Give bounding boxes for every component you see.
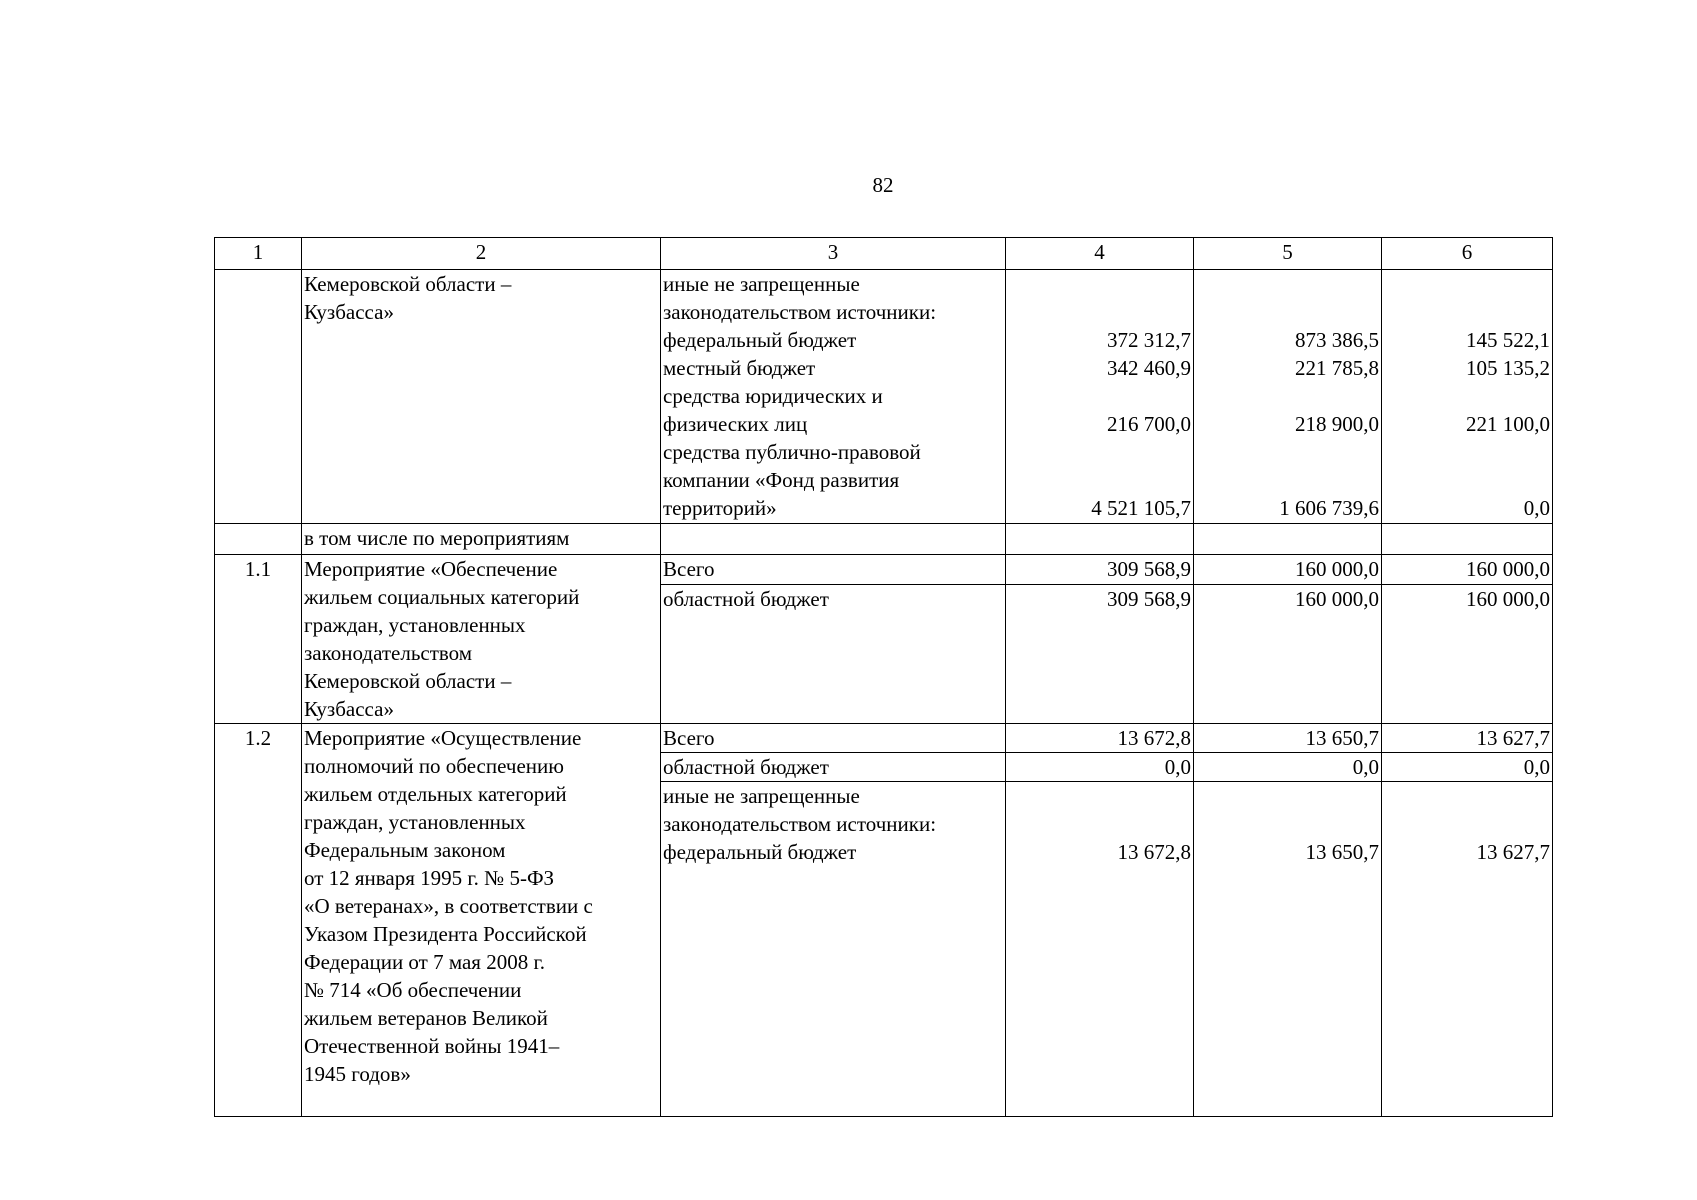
value-line: 13 672,8 — [1117, 840, 1191, 864]
continuation-number-cell — [215, 270, 302, 524]
column-number-6: 6 — [1382, 238, 1553, 270]
item-1-2-total-col5: 13 650,7 — [1194, 724, 1382, 753]
column-number-row — [215, 238, 1553, 270]
item-1-2-other-source-cell — [661, 782, 1006, 1117]
item-1-2-name-cell — [302, 724, 661, 1117]
value-line: 372 312,7 — [1107, 328, 1191, 352]
item-1-1-total-source: Всего — [661, 555, 1006, 585]
item-1-1-regional-col5: 160 000,0 — [1194, 585, 1382, 724]
source-line: физических лиц — [663, 412, 808, 436]
item-1-2-other-col6 — [1382, 782, 1553, 1117]
source-line: компании «Фонд развития — [663, 468, 900, 492]
column-number-5: 5 — [1194, 238, 1382, 270]
item-1-1-total-col4: 309 568,9 — [1006, 555, 1194, 585]
item-1-2-total-row — [215, 724, 1553, 753]
continuation-col5-cell — [1194, 270, 1382, 524]
value-line: 13 627,7 — [1476, 840, 1550, 864]
value-line — [1008, 782, 1191, 810]
item-1-2-total-col6: 13 627,7 — [1382, 724, 1553, 753]
value-line — [1008, 466, 1191, 494]
source-line: иные не запрещенные — [663, 784, 860, 808]
source-line: средства публично-правовой — [663, 440, 921, 464]
value-line — [1196, 438, 1379, 466]
name-line: Указом Президента Российской — [304, 922, 587, 946]
value-line — [1384, 810, 1550, 838]
budget-table — [214, 237, 1553, 1117]
continuation-col6-cell — [1382, 270, 1553, 524]
column-number-2: 2 — [302, 238, 661, 270]
name-line: Кемеровской области – — [304, 272, 512, 296]
value-line: 105 135,2 — [1466, 356, 1550, 380]
value-line — [1008, 810, 1191, 838]
value-line — [1008, 298, 1191, 326]
source-line: федеральный бюджет — [663, 328, 857, 352]
value-line — [1384, 782, 1550, 810]
item-1-1-total-row — [215, 555, 1553, 585]
item-1-2-other-col4 — [1006, 782, 1194, 1117]
column-number-4: 4 — [1006, 238, 1194, 270]
name-line: жильем ветеранов Великой — [304, 1006, 548, 1030]
including-row — [215, 524, 1553, 555]
item-1-1-number: 1.1 — [215, 555, 302, 724]
value-line: 221 785,8 — [1295, 356, 1379, 380]
name-line: Мероприятие «Осуществление — [304, 726, 582, 750]
name-line: граждан, установленных — [304, 613, 526, 637]
value-line — [1196, 810, 1379, 838]
item-1-2-number: 1.2 — [215, 724, 302, 1117]
name-line: законодательством — [304, 641, 473, 665]
name-line: Кузбасса» — [304, 300, 394, 324]
value-line: 218 900,0 — [1295, 412, 1379, 436]
value-line: 4 521 105,7 — [1091, 496, 1191, 520]
value-line: 221 100,0 — [1466, 412, 1550, 436]
page-number: 82 — [872, 173, 894, 197]
value-line — [1008, 382, 1191, 410]
name-line: 1945 годов» — [304, 1062, 411, 1086]
value-line: 0,0 — [1523, 496, 1550, 520]
value-line — [1196, 298, 1379, 326]
value-line — [1384, 438, 1550, 466]
item-1-2-regional-col6: 0,0 — [1382, 753, 1553, 782]
name-line: Кузбасса» — [304, 697, 394, 721]
including-label: в том числе по мероприятиям — [302, 524, 661, 555]
column-number-1: 1 — [215, 238, 302, 270]
including-number-cell — [215, 524, 302, 555]
item-1-1-total-col6: 160 000,0 — [1382, 555, 1553, 585]
value-line — [1384, 382, 1550, 410]
item-1-1-regional-col6: 160 000,0 — [1382, 585, 1553, 724]
value-line: 216 700,0 — [1107, 412, 1191, 436]
name-line: «О ветеранах», в соответствии с — [304, 894, 593, 918]
name-line: Отечественной войны 1941– — [304, 1034, 560, 1058]
source-line: средства юридических и — [663, 384, 883, 408]
continuation-col4-cell — [1006, 270, 1194, 524]
source-line: законодательством источники: — [663, 812, 937, 836]
item-1-2-regional-source: областной бюджет — [661, 753, 1006, 782]
name-line: полномочий по обеспечению — [304, 754, 564, 778]
name-line: граждан, установленных — [304, 810, 526, 834]
source-line: федеральный бюджет — [663, 840, 857, 864]
continuation-row — [215, 270, 1553, 524]
item-1-2-total-col4: 13 672,8 — [1006, 724, 1194, 753]
item-1-1-regional-source: областной бюджет — [661, 585, 1006, 724]
including-col4-cell — [1006, 524, 1194, 555]
name-line: Федерации от 7 мая 2008 г. — [304, 950, 545, 974]
name-line: Мероприятие «Обеспечение — [304, 557, 558, 581]
item-1-2-total-source: Всего — [661, 724, 1006, 753]
value-line: 145 522,1 — [1466, 328, 1550, 352]
including-col6-cell — [1382, 524, 1553, 555]
name-line: Кемеровской области – — [304, 669, 512, 693]
column-number-3: 3 — [661, 238, 1006, 270]
item-1-2-regional-col4: 0,0 — [1006, 753, 1194, 782]
value-line — [1008, 438, 1191, 466]
item-1-2-regional-col5: 0,0 — [1194, 753, 1382, 782]
value-line — [1196, 270, 1379, 298]
value-line — [1196, 782, 1379, 810]
item-1-1-name-cell — [302, 555, 661, 724]
value-line: 342 460,9 — [1107, 356, 1191, 380]
value-line — [1008, 270, 1191, 298]
name-line: № 714 «Об обеспечении — [304, 978, 522, 1002]
value-line — [1196, 382, 1379, 410]
item-1-2-other-col5 — [1194, 782, 1382, 1117]
source-line: территорий» — [663, 496, 777, 520]
value-line — [1384, 466, 1550, 494]
source-line: законодательством источники: — [663, 300, 937, 324]
value-line — [1384, 298, 1550, 326]
continuation-source-cell — [661, 270, 1006, 524]
name-line: Федеральным законом — [304, 838, 506, 862]
value-line: 1 606 739,6 — [1279, 496, 1379, 520]
item-1-1-total-col5: 160 000,0 — [1194, 555, 1382, 585]
name-line: жильем отдельных категорий — [304, 782, 567, 806]
including-col5-cell — [1194, 524, 1382, 555]
source-line: иные не запрещенные — [663, 272, 860, 296]
value-line — [1384, 270, 1550, 298]
continuation-name-cell — [302, 270, 661, 524]
including-source-cell — [661, 524, 1006, 555]
item-1-1-regional-col4: 309 568,9 — [1006, 585, 1194, 724]
name-line: от 12 января 1995 г. № 5-ФЗ — [304, 866, 555, 890]
value-line: 873 386,5 — [1295, 328, 1379, 352]
value-line: 13 650,7 — [1305, 840, 1379, 864]
source-line: местный бюджет — [663, 356, 816, 380]
name-line: жильем социальных категорий — [304, 585, 580, 609]
value-line — [1196, 466, 1379, 494]
